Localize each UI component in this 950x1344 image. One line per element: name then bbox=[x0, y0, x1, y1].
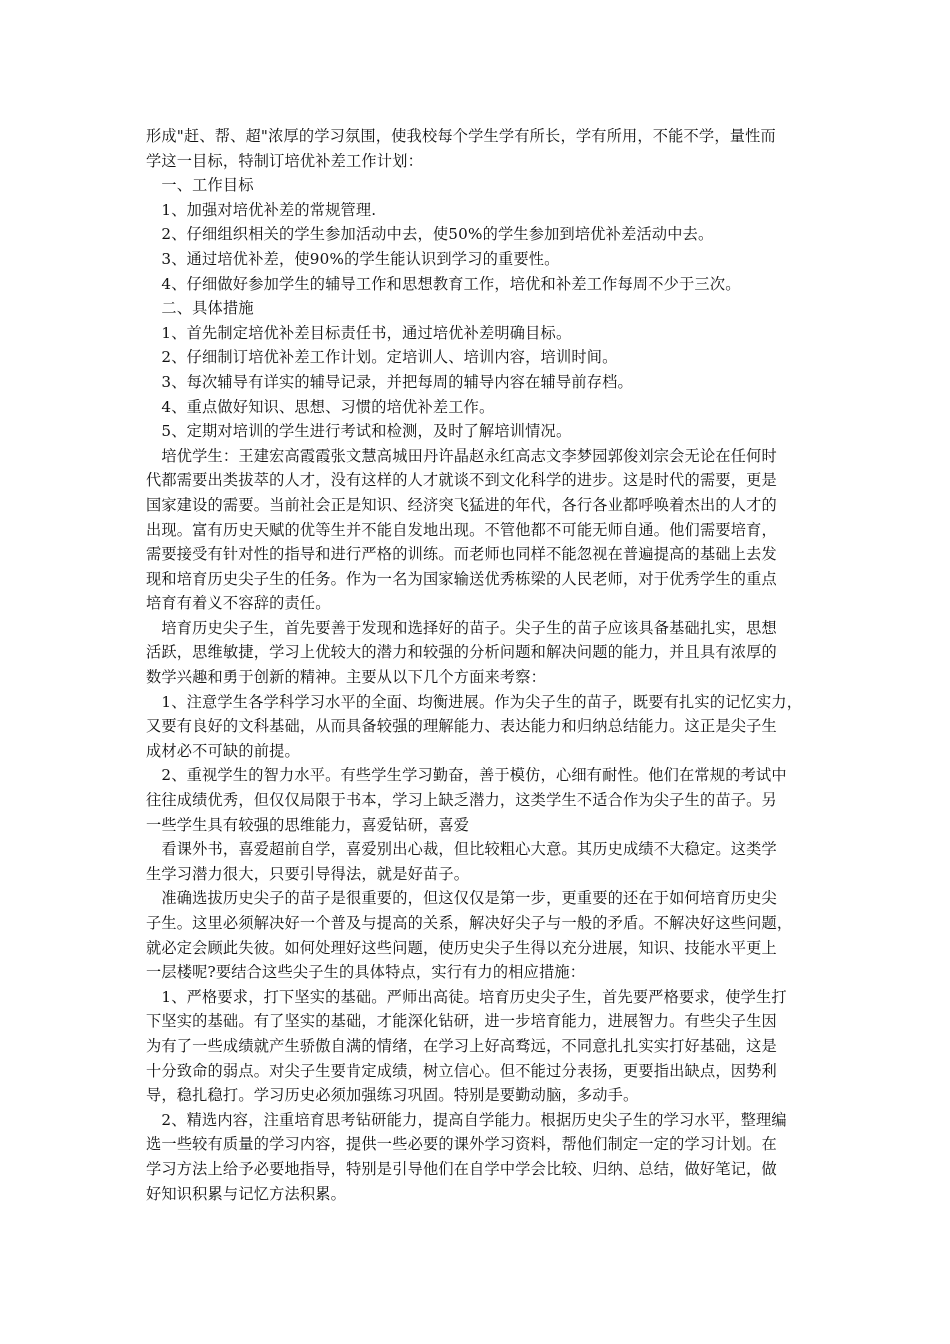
text-line: 2、仔细制订培优补差工作计划。定培训人、培训内容，培训时间。 bbox=[146, 348, 618, 367]
text-line: 1、加强对培优补差的常规管理. bbox=[146, 200, 377, 219]
text-line: 准确选拔历史尖子的苗子是很重要的，但这仅仅是第一步，更重要的还在于如何培育历史尖 bbox=[146, 889, 777, 908]
text-line: 成材必不可缺的前提。 bbox=[146, 741, 300, 760]
text-line: 2、重视学生的智力水平。有些学生学习勤奋，善于模仿，心细有耐性。他们在常规的考试中 bbox=[146, 766, 787, 785]
text-line: 数学兴趣和勇于创新的精神。主要从以下几个方面来考察： bbox=[146, 668, 547, 687]
text-line: 培优学生：王建宏高霞霞张文慧高城田丹许晶赵永红高志文李梦园郭俊刘宗会无论在任何时 bbox=[146, 446, 777, 465]
text-line: 下坚实的基础。有了坚实的基础，才能深化钻研，进一步培育能力，进展智力。有些尖子生因 bbox=[146, 1012, 777, 1031]
text-line: 需要接受有针对性的指导和进行严格的训练。而老师也同样不能忽视在普遍提高的基础上去发 bbox=[146, 545, 777, 564]
text-line: 学这一目标，特制订培优补差工作计划： bbox=[146, 151, 423, 170]
text-line: 2、精选内容，注重培育思考钻研能力，提高自学能力。根据历史尖子生的学习水平，整理编 bbox=[146, 1110, 787, 1129]
text-line: 学习方法上给予必要地指导，特别是引导他们在自学中学会比较、归纳、总结，做好笔记，做 bbox=[146, 1159, 777, 1178]
text-line: 1、首先制定培优补差目标责任书，通过培优补差明确目标。 bbox=[146, 323, 572, 342]
section-heading: 一、工作目标 bbox=[146, 176, 254, 195]
text-line: 出现。富有历史天赋的优等生并不能自发地出现。不管他都不可能无师自通。他们需要培育， bbox=[146, 520, 777, 539]
text-line: 4、重点做好知识、思想、习惯的培优补差工作。 bbox=[146, 397, 495, 416]
text-line: 看课外书，喜爱超前自学，喜爱别出心裁，但比较粗心大意。其历史成绩不大稳定。这类学 bbox=[146, 840, 777, 859]
text-line: 5、定期对培训的学生进行考试和检测，及时了解培训情况。 bbox=[146, 422, 572, 441]
text-line: 3、每次辅导有详实的辅导记录，并把每周的辅导内容在辅导前存档。 bbox=[146, 372, 633, 391]
text-line: 现和培育历史尖子生的任务。作为一名为国家输送优秀栋梁的人民老师，对于优秀学生的重点 bbox=[146, 569, 777, 588]
text-line: 往往成绩优秀，但仅仅局限于书本，学习上缺乏潜力，这类学生不适合作为尖子生的苗子。另 bbox=[146, 791, 777, 810]
text-line: 3、通过培优补差，使90%的学生能认识到学习的重要性。 bbox=[146, 249, 560, 268]
text-line: 培育有着义不容辞的责任。 bbox=[146, 594, 331, 613]
text-line: 一些学生具有较强的思维能力，喜爱钻研，喜爱 bbox=[146, 815, 470, 834]
document-body bbox=[146, 124, 822, 1206]
text-line: 国家建设的需要。当前社会正是知识、经济突飞猛进的年代，各行各业都呼唤着杰出的人才的 bbox=[146, 495, 777, 514]
text-line: 1、注意学生各学科学习水平的全面、均衡进展。作为尖子生的苗子，既要有扎实的记忆实力， bbox=[146, 692, 803, 711]
text-line: 选一些较有质量的学习内容，提供一些必要的课外学习资料，帮他们制定一定的学习计划。在 bbox=[146, 1135, 777, 1154]
text-line: 1、严格要求，打下坚实的基础。严师出高徒。培育历史尖子生，首先要严格要求，使学生打 bbox=[146, 987, 787, 1006]
text-line: 又要有良好的文科基础，从而具备较强的理解能力、表达能力和归纳总结能力。这正是尖子生 bbox=[146, 717, 777, 736]
text-line: 一层楼呢?要结合这些尖子生的具体特点，实行有力的相应措施： bbox=[146, 963, 586, 982]
text-line: 生学习潜力很大，只要引导得法，就是好苗子。 bbox=[146, 864, 470, 883]
text-line: 形成"赶、帮、超"浓厚的学习氛围，使我校每个学生学有所长，学有所用，不能不学，量性而 bbox=[146, 127, 776, 145]
text-line: 为有了一些成绩就产生骄傲自满的情绪，在学习上好高骛远，不同意扎扎实实打好基础，这是 bbox=[146, 1036, 777, 1055]
text-line: 2、仔细组织相关的学生参加活动中去，使50%的学生参加到培优补差活动中去。 bbox=[146, 225, 714, 244]
text-line: 4、仔细做好参加学生的辅导工作和思想教育工作，培优和补差工作每周不少于三次。 bbox=[146, 274, 741, 293]
text-line: 子生。这里必须解决好一个普及与提高的关系，解决好尖子与一般的矛盾。不解决好这些问题， bbox=[146, 914, 793, 932]
text-line: 十分致命的弱点。对尖子生要肯定成绩，树立信心。但不能过分表扬，更要指出缺点，因势利 bbox=[146, 1061, 777, 1080]
text-line: 导，稳扎稳打。学习历史必须加强练习巩固。特别是要勤动脑，多动手。 bbox=[146, 1086, 639, 1105]
text-line: 好知识积累与记忆方法积累。 bbox=[146, 1184, 347, 1203]
text-line: 活跃，思维敏捷，学习上优较大的潜力和较强的分析问题和解决问题的能力，并且具有浓厚的 bbox=[146, 643, 777, 662]
section-heading: 二、具体措施 bbox=[146, 299, 254, 318]
text-line: 代都需要出类拔萃的人才，没有这样的人才就谈不到文化科学的进步。这是时代的需要，更是 bbox=[146, 471, 777, 490]
text-line: 就必定会顾此失彼。如何处理好这些问题，使历史尖子生得以充分进展，知识、技能水平更上 bbox=[146, 938, 777, 957]
text-line: 培育历史尖子生，首先要善于发现和选择好的苗子。尖子生的苗子应该具备基础扎实，思想 bbox=[146, 618, 777, 637]
